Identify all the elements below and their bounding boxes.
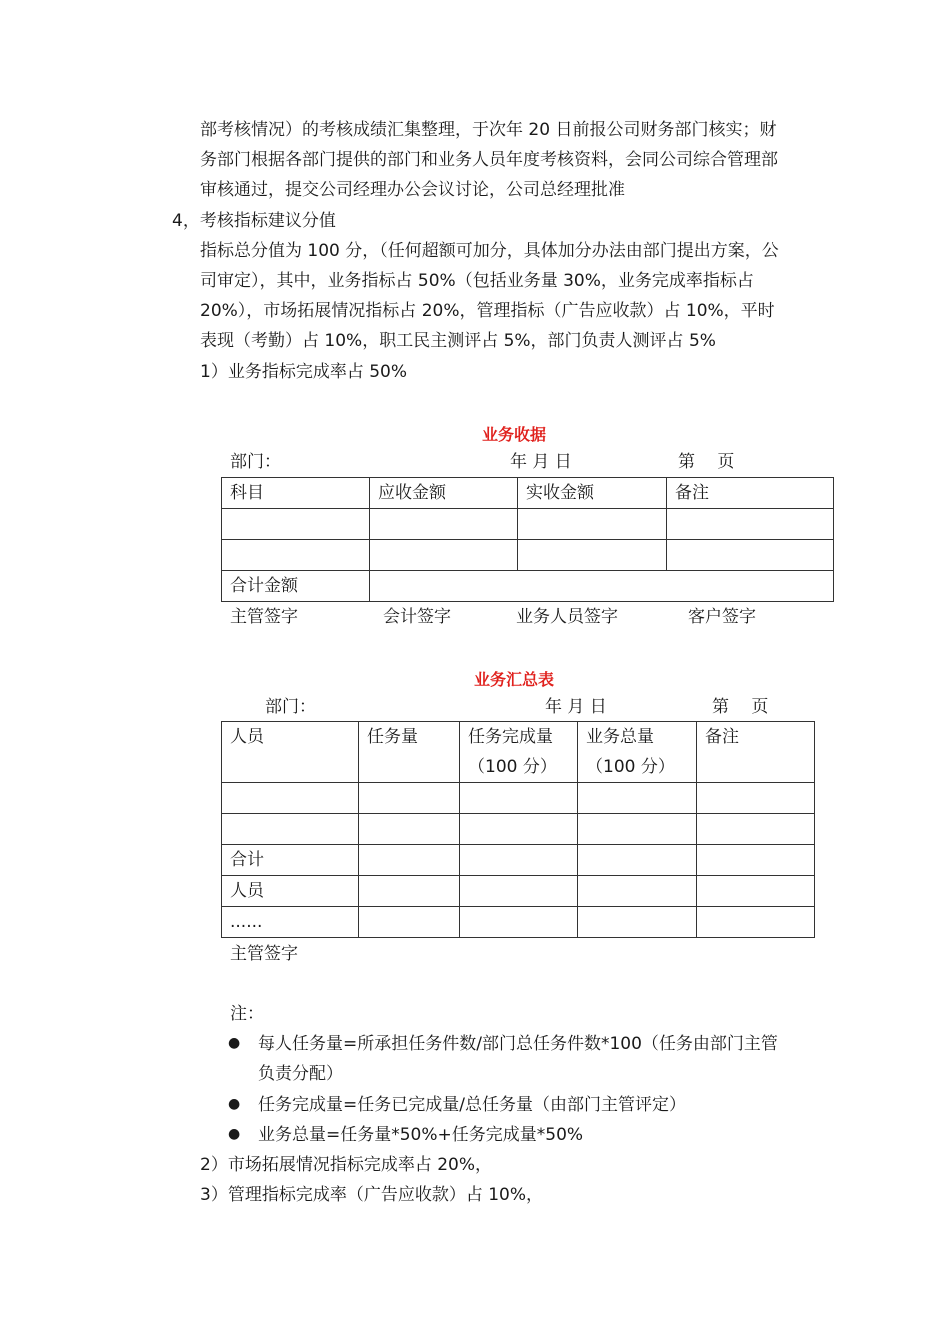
table-cell[interactable] bbox=[667, 509, 834, 540]
bullet-icon: ● bbox=[228, 1035, 241, 1051]
table-cell[interactable] bbox=[222, 814, 359, 845]
para-line-3: 审核通过，提交公司经理办公会议讨论，公司总经理批准 bbox=[200, 180, 625, 200]
receipt-header-received: 实收金额 bbox=[518, 478, 667, 509]
table-row bbox=[222, 509, 834, 540]
table-cell[interactable] bbox=[518, 509, 667, 540]
table-cell[interactable] bbox=[578, 814, 697, 845]
table-cell[interactable] bbox=[697, 814, 815, 845]
table-cell[interactable] bbox=[222, 509, 370, 540]
table-cell[interactable] bbox=[578, 845, 697, 876]
table-cell[interactable] bbox=[667, 540, 834, 571]
receipt-header-remark: 备注 bbox=[667, 478, 834, 509]
header-text: 任务完成量 bbox=[468, 727, 553, 747]
table-row bbox=[222, 540, 834, 571]
para-line-1: 部考核情况）的考核成绩汇集整理，于次年 20 日前报公司财务部门核实；财 bbox=[200, 120, 777, 140]
table-cell[interactable] bbox=[460, 876, 578, 907]
row-label-person: 人员 bbox=[222, 876, 359, 907]
receipt-table bbox=[221, 477, 834, 602]
table-cell[interactable] bbox=[697, 907, 815, 938]
table-row bbox=[222, 907, 815, 938]
bullet-icon: ● bbox=[228, 1096, 241, 1112]
table-row bbox=[222, 845, 815, 876]
subheading-2: 2）市场拓展情况指标完成率占 20%， bbox=[200, 1155, 493, 1175]
header-subtext: （100 分） bbox=[468, 757, 557, 777]
table-cell[interactable] bbox=[359, 783, 460, 814]
table-cell[interactable] bbox=[697, 876, 815, 907]
summary-date-label: 年 月 日 bbox=[545, 697, 607, 717]
para-line-7: 20%），市场拓展情况指标占 20%，管理指标（广告应收款）占 10%，平时 bbox=[200, 301, 775, 321]
table-row bbox=[222, 783, 815, 814]
section-heading-4: 4，考核指标建议分值 bbox=[172, 211, 336, 231]
table-cell[interactable] bbox=[359, 845, 460, 876]
summary-header-person: 人员 bbox=[222, 722, 359, 783]
row-label-ellipsis: ...... bbox=[222, 907, 359, 938]
subheading-3: 3）管理指标完成率（广告应收款）占 10%， bbox=[200, 1185, 544, 1205]
para-line-5: 指标总分值为 100 分，（任何超额可加分，具体加分办法由部门提出方案，公 bbox=[200, 241, 779, 261]
notes-label: 注： bbox=[230, 1004, 264, 1024]
table-cell[interactable] bbox=[697, 783, 815, 814]
summary-title: 业务汇总表 bbox=[474, 670, 555, 689]
summary-dept-label: 部门： bbox=[265, 697, 316, 717]
table-row bbox=[222, 814, 815, 845]
receipt-total-label: 合计金额 bbox=[222, 571, 370, 602]
sign-accountant: 会计签字 bbox=[383, 607, 451, 627]
table-cell[interactable] bbox=[359, 814, 460, 845]
table-cell[interactable] bbox=[460, 814, 578, 845]
summary-page-label: 第 页 bbox=[712, 697, 769, 717]
bullet-icon: ● bbox=[228, 1126, 241, 1142]
table-cell[interactable] bbox=[460, 907, 578, 938]
header-text: 业务总量 bbox=[586, 727, 654, 747]
receipt-dept-label: 部门： bbox=[230, 452, 281, 472]
summary-header-remark: 备注 bbox=[697, 722, 815, 783]
sign-salesperson: 业务人员签字 bbox=[516, 607, 618, 627]
summary-sign-supervisor: 主管签字 bbox=[230, 944, 298, 964]
receipt-date-label: 年 月 日 bbox=[510, 452, 572, 472]
note-3: 业务总量=任务量*50%+任务完成量*50% bbox=[258, 1125, 584, 1145]
note-2: 任务完成量=任务已完成量/总任务量（由部门主管评定） bbox=[258, 1095, 686, 1115]
table-cell[interactable] bbox=[578, 907, 697, 938]
table-cell[interactable] bbox=[359, 907, 460, 938]
table-cell[interactable] bbox=[578, 783, 697, 814]
receipt-title: 业务收据 bbox=[482, 425, 547, 444]
summary-header-completion bbox=[460, 722, 578, 783]
receipt-page-label: 第 页 bbox=[678, 452, 735, 472]
receipt-header-subject: 科目 bbox=[222, 478, 370, 509]
para-line-8: 表现（考勤）占 10%，职工民主测评占 5%，部门负责人测评占 5% bbox=[200, 331, 716, 351]
para-line-6: 司审定），其中，业务指标占 50%（包括业务量 30%，业务完成率指标占 bbox=[200, 271, 754, 291]
receipt-total-value[interactable] bbox=[370, 571, 834, 602]
para-line-2: 务部门根据各部门提供的部门和业务人员年度考核资料，会同公司综合管理部 bbox=[200, 150, 778, 170]
table-cell[interactable] bbox=[518, 540, 667, 571]
table-cell[interactable] bbox=[460, 783, 578, 814]
table-cell[interactable] bbox=[222, 540, 370, 571]
sign-customer: 客户签字 bbox=[688, 607, 756, 627]
sign-supervisor: 主管签字 bbox=[230, 607, 298, 627]
note-1-line-2: 负责分配） bbox=[258, 1064, 343, 1084]
table-cell[interactable] bbox=[370, 509, 518, 540]
summary-header-total bbox=[578, 722, 697, 783]
summary-header-task: 任务量 bbox=[359, 722, 460, 783]
row-label-total: 合计 bbox=[222, 845, 359, 876]
table-cell[interactable] bbox=[370, 540, 518, 571]
table-cell[interactable] bbox=[697, 845, 815, 876]
summary-table bbox=[221, 721, 815, 938]
table-cell[interactable] bbox=[222, 783, 359, 814]
receipt-header-receivable: 应收金额 bbox=[370, 478, 518, 509]
header-subtext: （100 分） bbox=[586, 757, 675, 777]
note-1-line-1: 每人任务量=所承担任务件数/部门总任务件数*100（任务由部门主管 bbox=[258, 1034, 778, 1054]
table-row bbox=[222, 876, 815, 907]
table-cell[interactable] bbox=[359, 876, 460, 907]
table-cell[interactable] bbox=[578, 876, 697, 907]
table-cell[interactable] bbox=[460, 845, 578, 876]
subheading-1: 1）业务指标完成率占 50% bbox=[200, 362, 408, 382]
